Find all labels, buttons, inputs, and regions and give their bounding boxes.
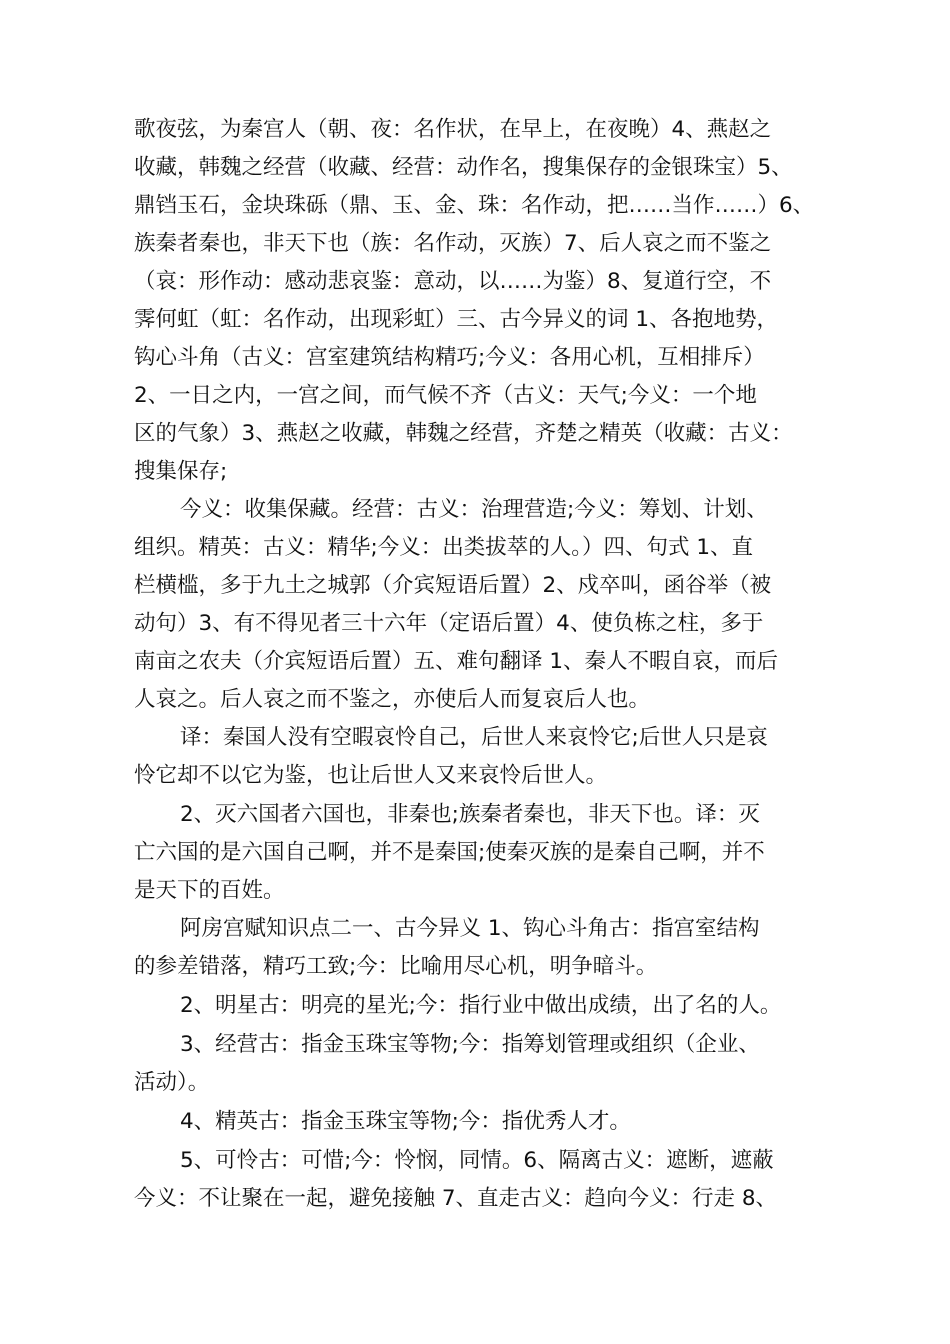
text-line: 收藏，韩魏之经营（收藏、经营：动作名，搜集保存的金银珠宝）5、 [134,155,793,180]
text-line: 的参差错落，精巧工致;今：比喻用尽心机，明争暗斗。 [134,954,658,979]
text-line: 霁何虹（虹：名作动，出现彩虹）三、古今异义的词 1、各抱地势， [134,307,779,332]
text-line: 人哀之。后人哀之而不鉴之，亦使后人而复哀后人也。 [134,687,651,712]
text-line: 亡六国的是六国自己啊，并不是秦国;使秦灭族的是秦自己啊，并不 [134,840,765,865]
text-line: 2、灭六国者六国也，非秦也;族秦者秦也，非天下也。译：灭 [180,802,760,827]
text-line: 动句）3、有不得见者三十六年（定语后置）4、使负栋之柱，多于 [134,611,764,636]
text-line: 鼎铛玉石，金块珠砾（鼎、玉、金、珠：名作动，把……当作……）6、 [134,193,815,218]
text-line: 区的气象）3、燕赵之收藏，韩魏之经营，齐楚之精英（收藏：古义： [134,421,793,446]
text-line: 今义：收集保藏。经营：古义：治理营造;今义：筹划、计划、 [180,497,768,522]
text-line: 是天下的百姓。 [134,878,285,903]
text-line: 3、经营古：指金玉珠宝等物;今：指筹划管理或组织（企业、 [180,1032,760,1057]
text-line: 组织。精英：古义：精华;今义：出类拔萃的人。）四、句式 1、直 [134,535,754,560]
text-line: 搜集保存; [134,459,228,484]
text-line: 译：秦国人没有空暇哀怜自己，后世人来哀怜它;后世人只是哀 [180,725,768,750]
text-line: 5、可怜古：可惜;今：怜悯，同情。6、隔离古义：遮断，遮蔽 [180,1148,774,1173]
text-line: 栏横槛，多于九土之城郭（介宾短语后置）2、戍卒叫，函谷举（被 [134,573,772,598]
text-line: 阿房宫赋知识点二一、古今异义 1、钩心斗角古：指宫室结构 [180,916,760,941]
text-line: 活动）。 [134,1070,210,1095]
text-line: 怜它却不以它为鉴，也让后世人又来哀怜后世人。 [134,763,608,788]
text-line: （哀：形作动：感动悲哀鉴：意动，以……为鉴）8、复道行空，不 [134,269,772,294]
text-line: 今义：不让聚在一起，避免接触 7、直走古义：趋向今义：行走 8、 [134,1186,778,1211]
text-line: 钩心斗角（古义：宫室建筑结构精巧;今义：各用心机，互相排斥） [134,345,765,370]
text-line: 族秦者秦也，非天下也（族：名作动，灭族）7、后人哀之而不鉴之 [134,231,772,256]
text-line: 南亩之农夫（介宾短语后置）五、难句翻译 1、秦人不暇自哀，而后 [134,649,779,674]
text-line: 4、精英古：指金玉珠宝等物;今：指优秀人才。 [180,1109,631,1134]
text-line: 歌夜弦，为秦宫人（朝、夜：名作状，在早上，在夜晚）4、燕赵之 [134,117,772,142]
text-line: 2、明星古：明亮的星光;今：指行业中做出成绩，出了名的人。 [180,993,782,1018]
text-line: 2、一日之内，一宫之间，而气候不齐（古义：天气;今义：一个地 [134,383,757,408]
